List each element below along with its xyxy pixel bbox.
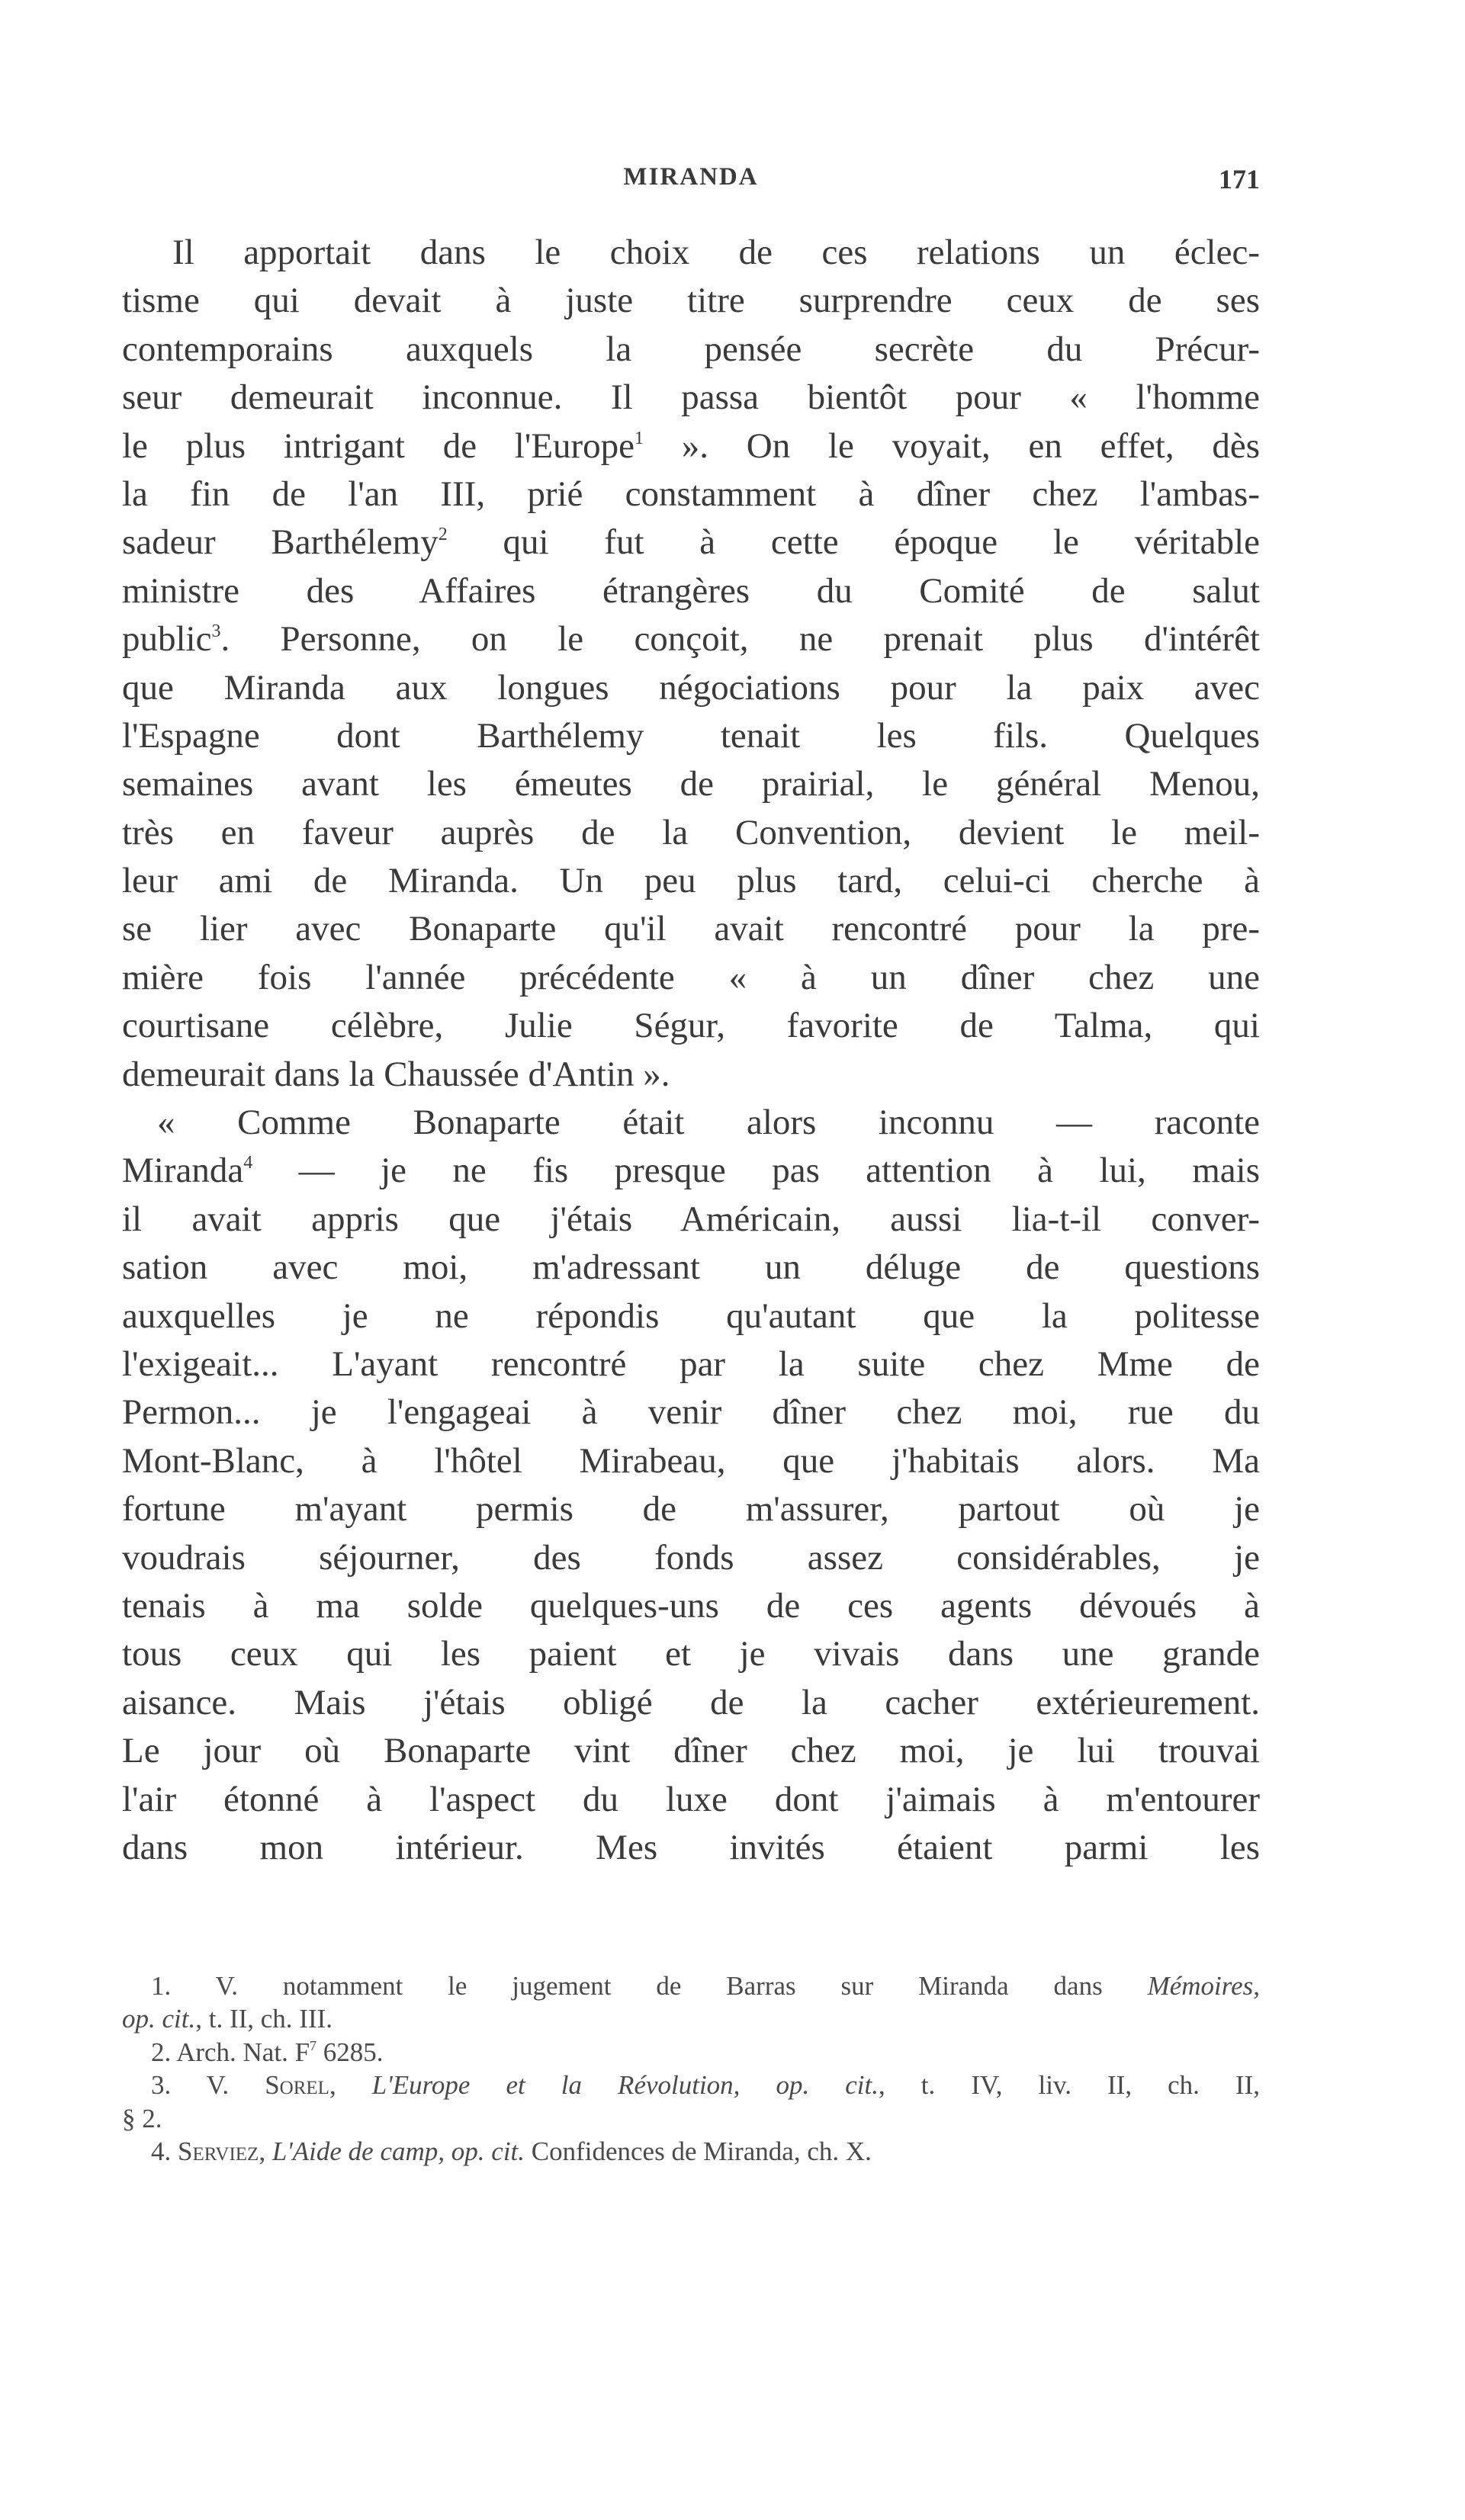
- text-line: tous ceux qui les paient et je vivais dans une grande: [122, 1634, 1260, 1674]
- text-line: auxquelles je ne répondis qu'autant que la politesse: [122, 1295, 1260, 1336]
- text-line: mière fois l'année précédente « à un dîner chez une: [122, 957, 1260, 997]
- text-line: la fin de l'an III, prié constamment à dîner chez l'ambas-: [122, 474, 1260, 514]
- footnotes: [122, 1969, 1260, 2168]
- footnote-3: 3. V. Sorel, L'Europe et la Révolution, op. cit., t. IV, liv. II, ch. II,: [151, 2070, 1260, 2101]
- text-line: très en faveur auprès de la Convention, devient le meil-: [122, 812, 1260, 852]
- body-text: [122, 229, 1260, 1872]
- text-line: public$^3$. Personne, on le conçoit, ne prenait plus d'intérêt: [122, 619, 1260, 660]
- text-line: Permon... je l'engageai à venir dîner chez moi, rue du: [122, 1392, 1260, 1433]
- text-line: aisance. Mais j'étais obligé de la cacher extérieurement.: [122, 1682, 1260, 1722]
- text-line: Le jour où Bonaparte vint dîner chez moi, je lui trouvai: [122, 1731, 1260, 1771]
- text-line: semaines avant les émeutes de prairial, le général Menou,: [122, 764, 1260, 804]
- text-line: « Comme Bonaparte était alors inconnu — raconte: [157, 1103, 1260, 1143]
- text-line: courtisane célèbre, Julie Ségur, favorite de Talma, qui: [122, 1006, 1260, 1046]
- text-line: fortune m'ayant permis de m'assurer, partout où je: [122, 1489, 1260, 1530]
- text-line: leur ami de Miranda. Un peu plus tard, celui-ci cherche à: [122, 861, 1260, 901]
- text-line: Miranda$^4$ — je ne fis presque pas attention à lui, mais: [122, 1151, 1260, 1191]
- text-line: tisme qui devait à juste titre surprendre ceux de ses: [122, 281, 1260, 321]
- text-line: sadeur Barthélemy$^2$ qui fut à cette époque le véritable: [122, 522, 1260, 563]
- footnote-4: 4. Serviez, L'Aide de camp, op. cit. Confidences de Miranda, ch. X.: [151, 2136, 872, 2166]
- text-line: se lier avec Bonaparte qu'il avait rencontré pour la pre-: [122, 909, 1260, 949]
- text-line: seur demeurait inconnue. Il passa bientôt pour « l'homme: [122, 377, 1260, 418]
- running-title: MIRANDA: [623, 163, 759, 191]
- text-line: Il apportait dans le choix de ces relations un éclec-: [172, 233, 1260, 272]
- text-line: dans mon intérieur. Mes invités étaient parmi les: [122, 1827, 1260, 1867]
- text-line: voudrais séjourner, des fonds assez considérables, je: [122, 1537, 1260, 1578]
- text-line: contemporains auxquels la pensée secrète du Précur-: [122, 329, 1260, 369]
- footnote-1: 1. V. notamment le jugement de Barras sur Miranda dans Mémoires,: [151, 1971, 1260, 2001]
- text-line: l'Espagne dont Barthélemy tenait les fils. Quelques: [122, 715, 1260, 756]
- text-line: tenais à ma solde quelques-uns de ces agents dévoués à: [122, 1585, 1260, 1626]
- footnote-1-cont: op. cit., t. II, ch. III.: [122, 2004, 333, 2034]
- text-line: il avait appris que j'étais Américain, aussi lia-t-il conver-: [122, 1199, 1260, 1239]
- text-line: Mont-Blanc, à l'hôtel Mirabeau, que j'habitais alors. Ma: [122, 1440, 1260, 1481]
- page-number: 171: [1219, 164, 1260, 194]
- footnote-2: 2. Arch. Nat. $F^7$ 6285.: [151, 2037, 384, 2067]
- text-line: l'air étonné à l'aspect du luxe dont j'aimais à m'entourer: [122, 1779, 1260, 1819]
- text-line: que Miranda aux longues négociations pour la paix avec: [122, 667, 1260, 708]
- footnote-ref: 4: [243, 1153, 253, 1173]
- text-line: demeurait dans la Chaussée d'Antin ».: [122, 1054, 670, 1094]
- text-line: l'exigeait... L'ayant rencontré par la suite chez Mme de: [122, 1343, 1260, 1384]
- text-line: le plus intrigant de l'Europe$^1$ ». On le voyait, en effet, dès: [122, 425, 1260, 466]
- text-line: ministre des Affaires étrangères du Comité de salut: [122, 570, 1260, 611]
- text-line: sation avec moi, m'adressant un déluge de questions: [122, 1247, 1260, 1288]
- footnote-ref: 3: [211, 621, 221, 642]
- footnote-ref: 1: [635, 428, 644, 448]
- running-header: [122, 163, 1260, 201]
- footnote-ref: 2: [438, 525, 448, 545]
- footnote-3-cont: § 2.: [122, 2103, 162, 2133]
